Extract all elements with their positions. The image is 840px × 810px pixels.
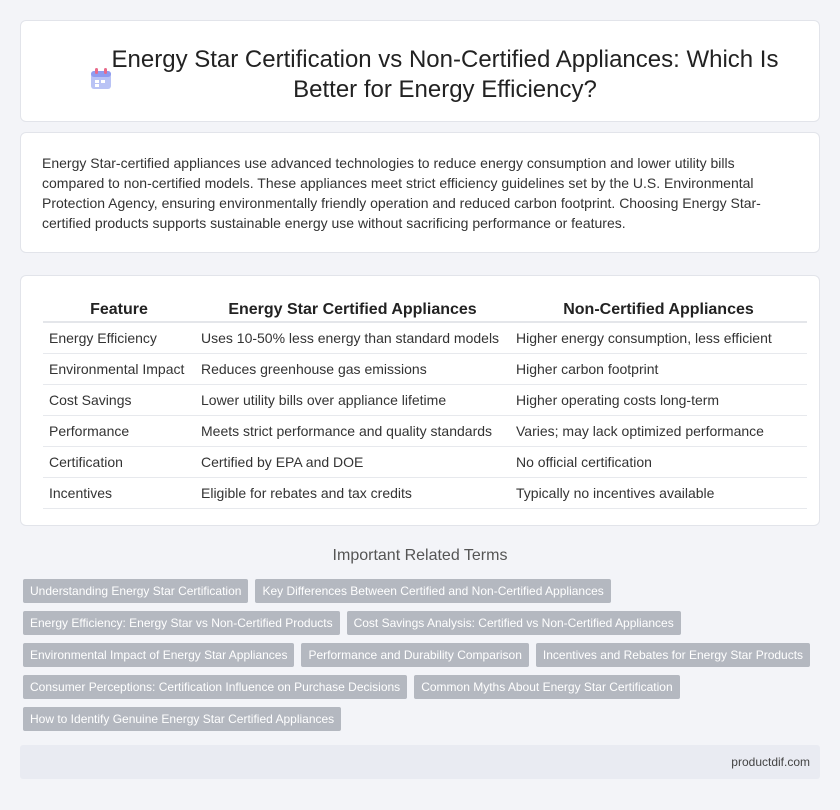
table-cell: Uses 10-50% less energy than standard models [195,322,510,353]
header-feature: Feature [43,294,195,322]
table-cell: Higher carbon footprint [510,353,807,384]
table-cell: Certification [43,446,195,477]
intro-paragraph: Energy Star-certified appliances use advanced technologies to reduce energy consumption and lower utility bills compared to non-certified models. These appliances meet strict efficiency guidelines set by the U.S. Environmental Protection Agency, ensuring environmentally friendly operation and reduced carbon footprint. Choosing Energy Star-certified products supports sustainable energy use without sacrificing performance or features. [42,155,761,231]
footer [20,745,820,779]
table-cell: Meets strict performance and quality standards [195,415,510,446]
table-cell: Cost Savings [43,384,195,415]
related-terms-heading: Important Related Terms [332,547,508,564]
table-row [43,446,807,477]
footer-site-name[interactable]: productdif.com [731,755,810,769]
related-tag[interactable]: Common Myths About Energy Star Certification [414,675,679,699]
related-tag[interactable]: Key Differences Between Certified and Non-Certified Appliances [255,579,610,603]
table-cell: Typically no incentives available [510,477,807,508]
table-cell: Higher energy consumption, less efficient [510,322,807,353]
table-cell: Varies; may lack optimized performance [510,415,807,446]
related-terms-tags [23,579,823,739]
table-header-row [43,294,807,322]
related-tag[interactable]: Incentives and Rebates for Energy Star Products [536,643,810,667]
table-cell: Eligible for rebates and tax credits [195,477,510,508]
header-non-certified: Non-Certified Appliances [510,294,807,322]
table-cell: No official certification [510,446,807,477]
table-row [43,322,807,353]
comparison-table [43,294,807,509]
title-card [20,20,820,122]
table-row [43,415,807,446]
table-row [43,477,807,508]
related-tag[interactable]: Cost Savings Analysis: Certified vs Non-Certified Appliances [347,611,681,635]
table-cell: Energy Efficiency [43,322,195,353]
comparison-table-card [20,275,820,526]
page-title: Energy Star Certification vs Non-Certified Appliances: Which Is Better for Energy Efficiency? [111,46,779,103]
table-cell: Lower utility bills over appliance lifetime [195,384,510,415]
table-cell: Environmental Impact [43,353,195,384]
table-cell: Certified by EPA and DOE [195,446,510,477]
related-tag[interactable]: Consumer Perceptions: Certification Influence on Purchase Decisions [23,675,407,699]
table-row [43,353,807,384]
related-tag[interactable]: Performance and Durability Comparison [301,643,528,667]
table-cell: Reduces greenhouse gas emissions [195,353,510,384]
related-tag[interactable]: Energy Efficiency: Energy Star vs Non-Certified Products [23,611,340,635]
intro-card [20,132,820,253]
table-cell: Higher operating costs long-term [510,384,807,415]
related-tag[interactable]: How to Identify Genuine Energy Star Certified Appliances [23,707,341,731]
related-tag[interactable]: Understanding Energy Star Certification [23,579,248,603]
table-cell: Incentives [43,477,195,508]
table-cell: Performance [43,415,195,446]
table-row [43,384,807,415]
header-certified: Energy Star Certified Appliances [195,294,510,322]
related-tag[interactable]: Environmental Impact of Energy Star Appliances [23,643,294,667]
